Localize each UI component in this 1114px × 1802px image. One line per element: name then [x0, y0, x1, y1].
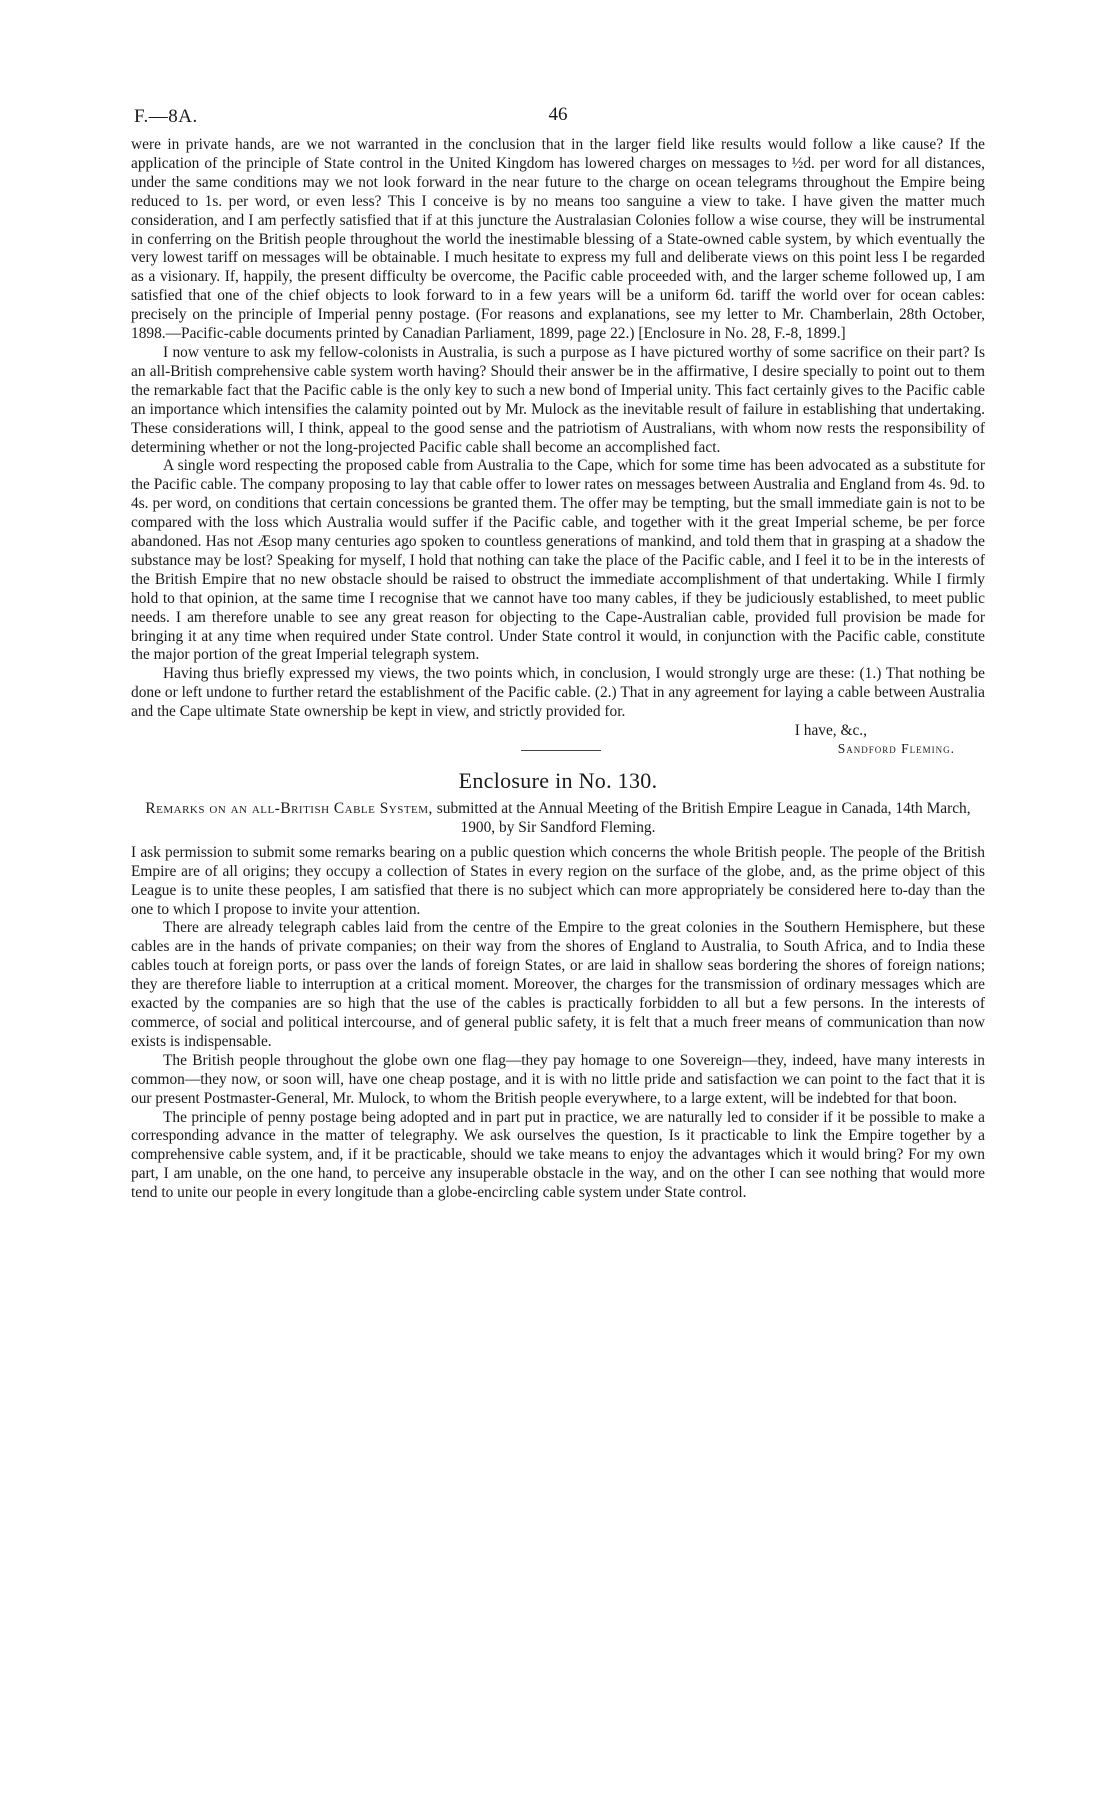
remarks-subheading [131, 800, 985, 838]
paragraph: The British people throughout the globe own one flag—they pay homage to one Sovereign—they, indeed, have many interests in common—they now, or soon will, have one cheap postage, and it is with no little pride and satisfaction we can point to the fact that it is our present Postmaster-General, Mr. Mulock, to whom the British people everywhere, to a large extent, will be indebted for that boon. [131, 1051, 985, 1107]
enclosure-body [131, 844, 985, 1203]
paragraph: were in private hands, are we not warranted in the conclusion that in the larger field like results would follow a like cause? If the application of the principle of State control in the United Kingdom has lowered charges on messages to ½d. per word for all distances, under the same conditions may we not look forward in the near future to the charge on ocean telegrams throughout the Empire being reduced to 1s. per word, or even less? This I conceive is by no means too sanguine a view to take. I have given the matter much consideration, and I am perfectly satisfied that if at this juncture the Australasian Colonies follow a wise course, they will be instrumental in conferring on the British people throughout the world the inestimable blessing of a State-owned cable system, by which eventually the very lowest tariff on messages will be obtainable. I much hesitate to express my full and deliberate views on this point less I be regarded as a visionary. If, happily, the present difficulty be overcome, the Pacific cable proceeded with, and the larger scheme followed up, I am satisfied that one of the chief objects to look forward to in a few years will be a uniform 6d. tariff the world over for ocean cables: precisely on the principle of Imperial penny postage. (For reasons and explanations, see my letter to Mr. Chamberlain, 28th October, 1898.—Pacific-cable documents printed by Canadian Parliament, 1899, page 22.) [Enclosure in No. 28, F.-8, 1899.] [131, 136, 985, 343]
paragraph: I now venture to ask my fellow-colonists in Australia, is such a purpose as I have pictured worthy of some sacrifice on their part? Is an all-British comprehensive cable system worth having? Should their answer be in the affirmative, I desire specially to point out to them the remarkable fact that the Pacific cable is the only key to such a new bond of Imperial unity. This fact certainly gives to the Pacific cable an importance which intensifies the calamity pointed out by Mr. Mulock as the inevitable result of failure in establishing that undertaking. These considerations will, I think, appeal to the good sense and the patriotism of Australians, with whom now rests the responsibility of determining whether or not the long-projected Pacific cable shall become an accomplished fact. [131, 343, 985, 456]
paragraph: The principle of penny postage being adopted and in part put in practice, we are naturally led to consider if it be possible to make a corresponding advance in the matter of telegraphy. We ask ourselves the question, Is it practicable to link the Empire together by a comprehensive cable system, and, if it be practicable, should we take means to enjoy the advantages which it would bring? For my own part, I am unable, on the one hand, to perceive any insuperable obstacle in the way, and on the other I can see nothing that would more tend to unite our people in every longitude than a globe-encircling cable system under State control. [131, 1108, 985, 1202]
document-page [131, 100, 985, 1203]
signature: Sandford Fleming. [837, 741, 955, 756]
page-number: 46 [548, 104, 568, 125]
remarks-rest: submitted at the Annual Meeting of the British Empire League in Canada, 14th March, 1900, by Sir Sandford Fleming. [432, 800, 971, 836]
closing-line: I have, &c., [794, 722, 867, 740]
paragraph: Having thus briefly expressed my views, the two points which, in conclusion, I would strongly urge are these: (1.) That nothing be done or left undone to further retard the establishment of the Pacific cable. (2.) That in any agreement for laying a cable between Australia and the Cape ultimate State ownership be kept in view, and strictly provided for. [131, 665, 985, 721]
letter-body [131, 136, 985, 722]
paragraph: A single word respecting the proposed cable from Australia to the Cape, which for some time has been advocated as a substitute for the Pacific cable. The company proposing to lay that cable offer to lower rates on messages between Australia and England from 4s. 9d. to 4s. per word, on conditions that certain concessions be granted them. The offer may be tempting, but the small immediate gain is not to be compared with the loss which Australia would suffer if the Pacific cable, and together with it the great Imperial scheme, be per force abandoned. Has not Æsop many centuries ago spoken to countless generations of mankind, and told them that in grasping at a shadow the substance may be lost? Speaking for myself, I hold that nothing can take the place of the Pacific cable, and I feel it to be in the interests of the British Empire that no new obstacle should be raised to obstruct the immediate accomplishment of that undertaking. While I firmly hold to that opinion, at the same time I recognise that we cannot have too many cables, if they be judiciously established, to meet public needs. I am therefore unable to see any great reason for objecting to the Cape-Australian cable, provided full provision be made for bringing it at any time when required under State control. Under State control it would, in conjunction with the Pacific cable, constitute the major portion of the great Imperial telegraph system. [131, 457, 985, 664]
signature-row [131, 741, 985, 760]
paragraph: There are already telegraph cables laid from the centre of the Empire to the great colonies in the Southern Hemisphere, but these cables are in the hands of private companies; on their way from the shores of England to Australia, to South Africa, and to India these cables touch at foreign ports, or pass over the lands of foreign States, or are laid in shallow seas bordering the shores of foreign nations; they are therefore liable to interruption at a critical moment. Moreover, the charges for the transmission of ordinary messages which are exacted by the companies are so high that the use of the cables is practically forbidden to all but a few persons. In the interests of commerce, of social and political intercourse, and of general public safety, it is felt that a much freer means of communication than now exists is indispensable. [131, 919, 985, 1050]
enclosure-heading: Enclosure in No. 130. [458, 768, 658, 793]
remarks-lead: Remarks on an all-British Cable System, [145, 800, 433, 817]
document-reference: F.—8A. [134, 106, 198, 127]
paragraph: I ask permission to submit some remarks bearing on a public question which concerns the whole British people. The people of the British Empire are of all origins; they occupy a collection of States in every region on the surface of the globe, and, as the prime object of this League is to unite these peoples, I am satisfied that there is no subject which can more appropriately be considered here to-day than the one to which I propose to invite your attention. [131, 843, 985, 918]
page-header [131, 100, 985, 136]
divider [521, 750, 601, 751]
